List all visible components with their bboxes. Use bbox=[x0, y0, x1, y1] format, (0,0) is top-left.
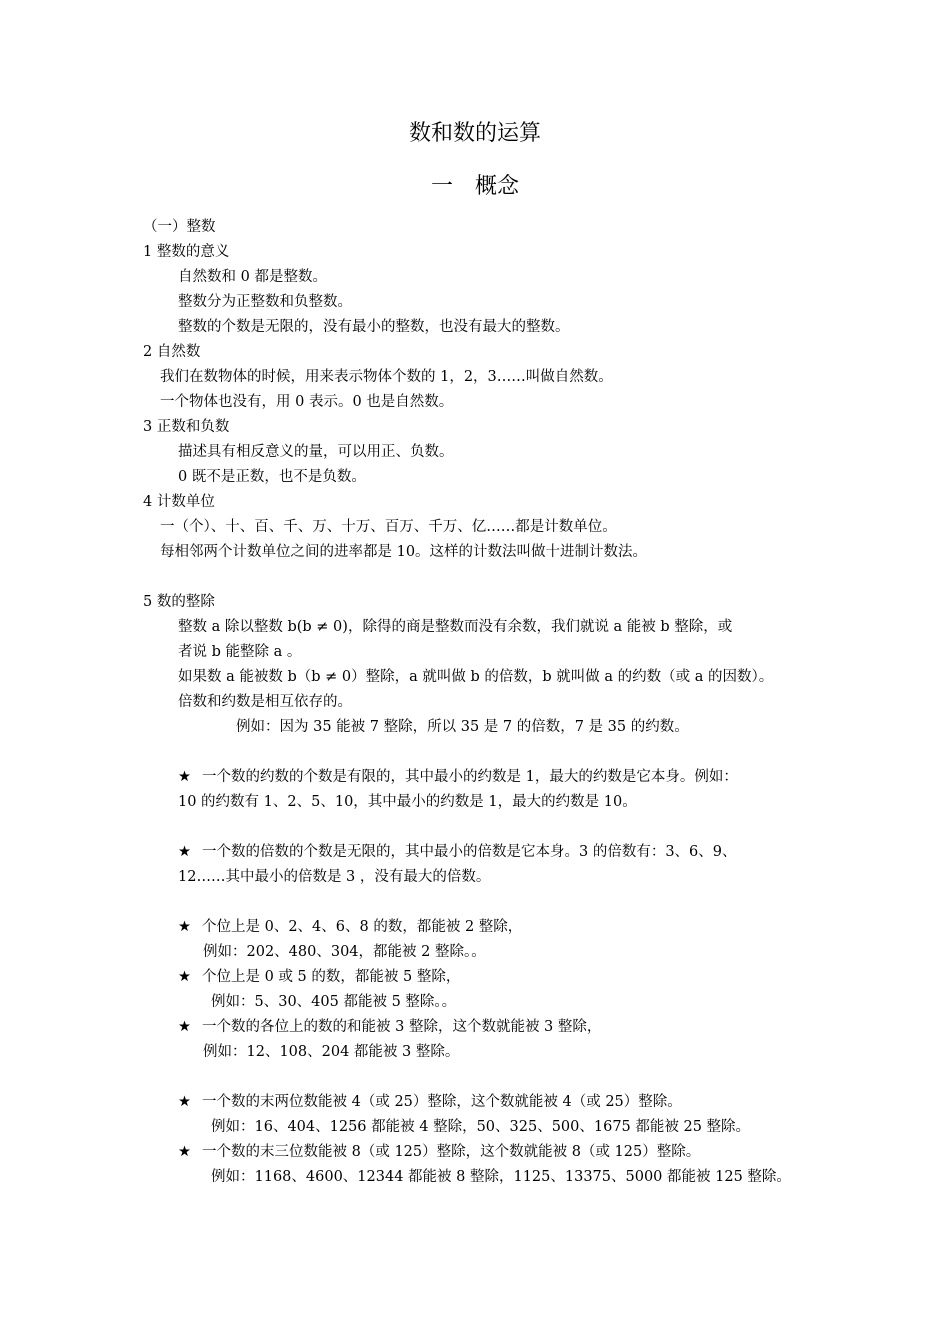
item-heading: 3 正数和负数 bbox=[143, 419, 230, 435]
document-title: 数和数的运算 bbox=[408, 121, 541, 146]
example-line: 例如：1168、4600、12344 都能被 8 整除，1125、13375、5000 都能被 125 整除。 bbox=[211, 1169, 791, 1185]
example-line: 例如：16、404、1256 都能被 4 整除，50、325、500、1675 都能被 25 整除。 bbox=[211, 1119, 751, 1135]
text-line: 整数 a 除以整数 b(b ≠ 0)，除得的商是整数而没有余数，我们就说 a 能被 b 整除，或 bbox=[178, 619, 733, 635]
text-line: 描述具有相反意义的量，可以用正、负数。 bbox=[178, 444, 454, 460]
text-line: 12……其中最小的倍数是 3 ，没有最大的倍数。 bbox=[178, 869, 491, 885]
text-line: 一个数的末三位数能被 8（或 125）整除，这个数就能被 8（或 125）整除。 bbox=[202, 1144, 701, 1160]
item-heading: 2 自然数 bbox=[143, 344, 201, 360]
star-item bbox=[178, 1017, 601, 1037]
item-heading: 1 整数的意义 bbox=[143, 244, 230, 260]
text-line: 一个数的约数的个数是有限的，其中最小的约数是 1，最大的约数是它本身。例如： bbox=[202, 769, 738, 785]
star-item bbox=[178, 1092, 682, 1112]
text-line: 个位上是 0 或 5 的数，都能被 5 整除， bbox=[202, 969, 461, 985]
example-line: 例如：5、30、405 都能被 5 整除。。 bbox=[211, 994, 457, 1010]
text-line: 整数分为正整数和负整数。 bbox=[178, 294, 352, 310]
text-line: 0 既不是正数，也不是负数。 bbox=[178, 469, 366, 485]
text-line: 一个数的末两位数能被 4（或 25）整除，这个数就能被 4（或 25）整除。 bbox=[202, 1094, 682, 1110]
section-title: 一 概念 bbox=[430, 174, 519, 199]
star-icon: ★ bbox=[178, 1094, 191, 1110]
text-line: 10 的约数有 1、2、5、10，其中最小的约数是 1，最大的约数是 10。 bbox=[178, 794, 637, 810]
text-line: 如果数 a 能被数 b（b ≠ 0）整除，a 就叫做 b 的倍数，b 就叫做 a 的约数（或 a 的因数）。 bbox=[178, 669, 774, 685]
text-line: 每相邻两个计数单位之间的进率都是 10。这样的计数法叫做十进制计数法。 bbox=[160, 544, 648, 560]
text-line: 一（个）、十、百、千、万、十万、百万、千万、亿……都是计数单位。 bbox=[160, 519, 617, 535]
star-icon: ★ bbox=[178, 844, 191, 860]
text-line: 整数的个数是无限的，没有最小的整数，也没有最大的整数。 bbox=[178, 319, 570, 335]
star-icon: ★ bbox=[178, 1144, 191, 1160]
text-line: 一个数的各位上的数的和能被 3 整除，这个数就能被 3 整除， bbox=[202, 1019, 602, 1035]
star-icon: ★ bbox=[178, 969, 191, 985]
item-heading: 4 计数单位 bbox=[143, 494, 215, 510]
example-line: 例如：202、480、304，都能被 2 整除。。 bbox=[203, 944, 486, 960]
text-line: 一个数的倍数的个数是无限的，其中最小的倍数是它本身。3 的倍数有：3、6、9、 bbox=[202, 844, 737, 860]
text-line: 自然数和 0 都是整数。 bbox=[178, 269, 327, 285]
text-line: 一个物体也没有，用 0 表示。0 也是自然数。 bbox=[160, 394, 454, 410]
text-line: 倍数和约数是相互依存的。 bbox=[178, 694, 352, 710]
star-item bbox=[178, 967, 460, 987]
example-line: 例如：因为 35 能被 7 整除，所以 35 是 7 的倍数，7 是 35 的约数。 bbox=[236, 719, 689, 735]
star-icon: ★ bbox=[178, 1019, 191, 1035]
star-icon: ★ bbox=[178, 769, 191, 785]
example-line: 例如：12、108、204 都能被 3 整除。 bbox=[203, 1044, 460, 1060]
star-item bbox=[178, 1142, 700, 1162]
text-line: 者说 b 能整除 a 。 bbox=[178, 644, 302, 660]
item-heading: 5 数的整除 bbox=[143, 594, 215, 610]
text-line: 我们在数物体的时候，用来表示物体个数的 1，2，3……叫做自然数。 bbox=[160, 369, 613, 385]
star-item bbox=[178, 917, 522, 937]
text-line: 个位上是 0、2、4、6、8 的数，都能被 2 整除， bbox=[202, 919, 523, 935]
star-item bbox=[178, 767, 738, 787]
star-icon: ★ bbox=[178, 919, 191, 935]
subsection-heading: （一）整数 bbox=[143, 219, 216, 235]
star-item bbox=[178, 842, 737, 862]
